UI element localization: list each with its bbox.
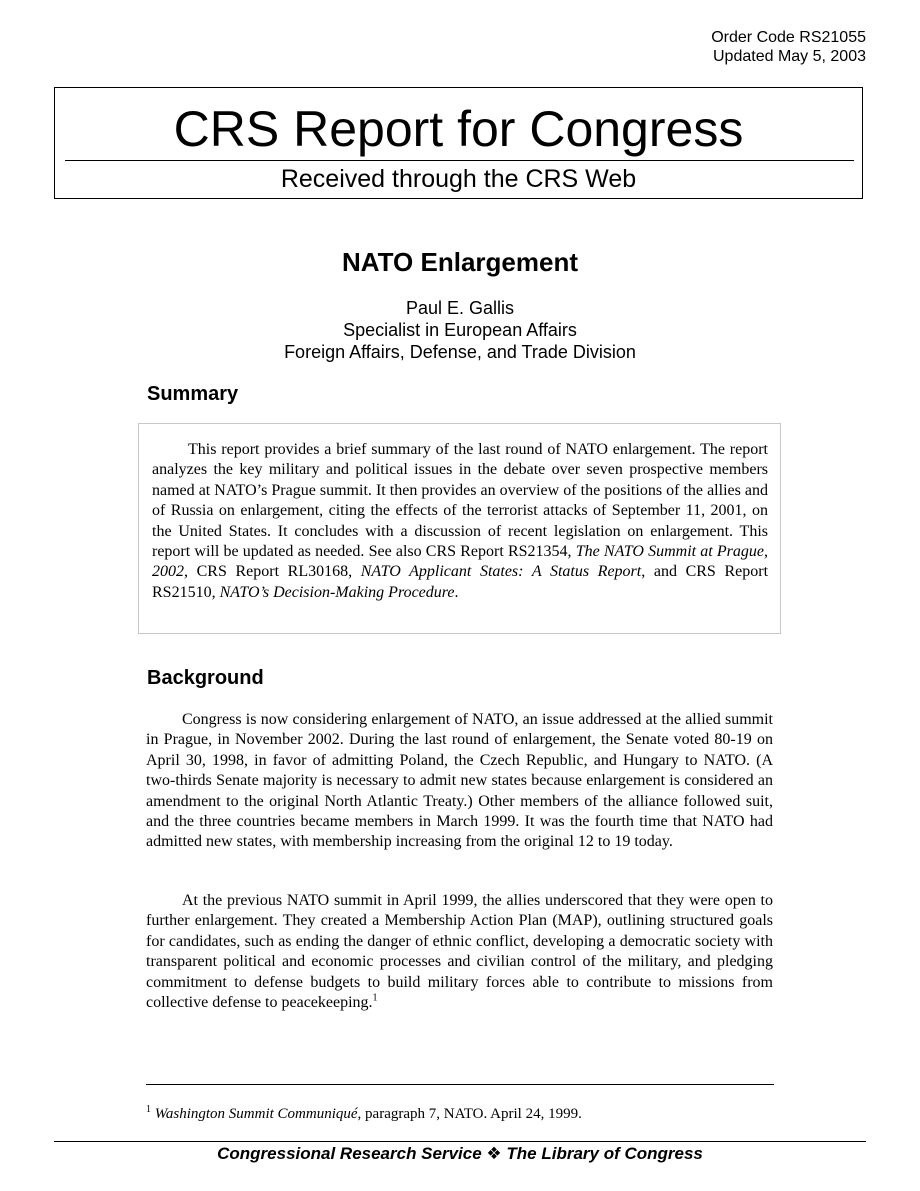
background-paragraph	[146, 891, 773, 1013]
author-title: Specialist in European Affairs	[343, 320, 577, 340]
author-block	[0, 297, 920, 363]
footnote-rule	[146, 1084, 774, 1085]
footnote-text: , paragraph 7, NATO. April 24, 1999.	[357, 1106, 582, 1122]
summary-text	[152, 440, 768, 603]
summary-reference: NATO Applicant States: A Status Report	[360, 563, 642, 581]
footnote	[146, 1105, 582, 1123]
summary-text-part: .	[454, 583, 459, 601]
footnote-source: Washington Summit Communiqué	[154, 1106, 358, 1122]
report-banner	[54, 87, 863, 199]
summary-box	[138, 423, 781, 634]
banner-title: CRS Report for Congress	[173, 101, 744, 157]
order-code: Order Code RS21055	[711, 29, 866, 46]
author-division: Foreign Affairs, Defense, and Trade Division	[284, 342, 636, 362]
diamond-separator-icon: ❖	[486, 1144, 502, 1163]
paragraph-text: At the previous NATO summit in April 1999, the allies underscored that they were open to further enlargement. They created a Membership Action Plan (MAP), outlining structured goals for candidates, such as ending the danger of ethnic conflict, developing a democratic society with transparent political and economic processes and civilian control of the military, and pledging commitment to defense budgets to build military forces able to contribute to missions from collective defense to peacekeeping.	[146, 892, 773, 1012]
author-name: Paul E. Gallis	[405, 298, 515, 318]
banner-subtitle: Received through the CRS Web	[280, 165, 637, 193]
summary-text-part: This report provides a brief summary of the last round of NATO enlargement. The report analyzes the key military and political issues in the debate over seven prospective members named at NATO’s Prague summit. It then provides an overview of the positions of the allies and of Russia on enlargement, citing the effects of the terrorist attacks of September 11, 2001, on the United States. It concludes with a discussion of recent legislation on enlargement. This report will be updated as needed. See also CRS Report RS21354,	[152, 441, 768, 561]
footnote-reference[interactable]: 1	[372, 992, 378, 1004]
updated-date: Updated May 5, 2003	[713, 48, 866, 65]
page-footer	[0, 1143, 920, 1165]
summary-reference: NATO’s Decision-Making Procedure	[219, 583, 455, 601]
order-info	[711, 28, 866, 66]
banner-rule	[65, 160, 854, 161]
report-title: NATO Enlargement	[342, 247, 578, 277]
summary-reference: The NATO Summit at Prague, 2002	[152, 543, 769, 581]
summary-heading: Summary	[147, 383, 239, 405]
footnote-marker: 1	[146, 1104, 151, 1115]
background-heading: Background	[147, 667, 264, 689]
footer-library: The Library of Congress	[506, 1144, 703, 1163]
summary-text-part: , and CRS Report RS21510,	[152, 563, 769, 601]
background-paragraph: Congress is now considering enlargement of NATO, an issue addressed at the allied summit in Prague, in November 2002. During the last round of enlargement, the Senate voted 80-19 on April 30, 1998, in favor of admitting Poland, the Czech Republic, and Hungary to NATO. (A two-thirds Senate majority is necessary to admit new states because enlargement is considered an amendment to the original North Atlantic Treaty.) Other members of the alliance followed suit, and the three countries became members in March 1999. It was the fourth time that NATO had admitted new states, with membership increasing from the original 12 to 19 today.	[146, 711, 773, 851]
footer-rule	[54, 1141, 866, 1142]
summary-text-part: , CRS Report RL30168,	[184, 563, 361, 581]
footer-publisher: Congressional Research Service	[217, 1144, 482, 1163]
